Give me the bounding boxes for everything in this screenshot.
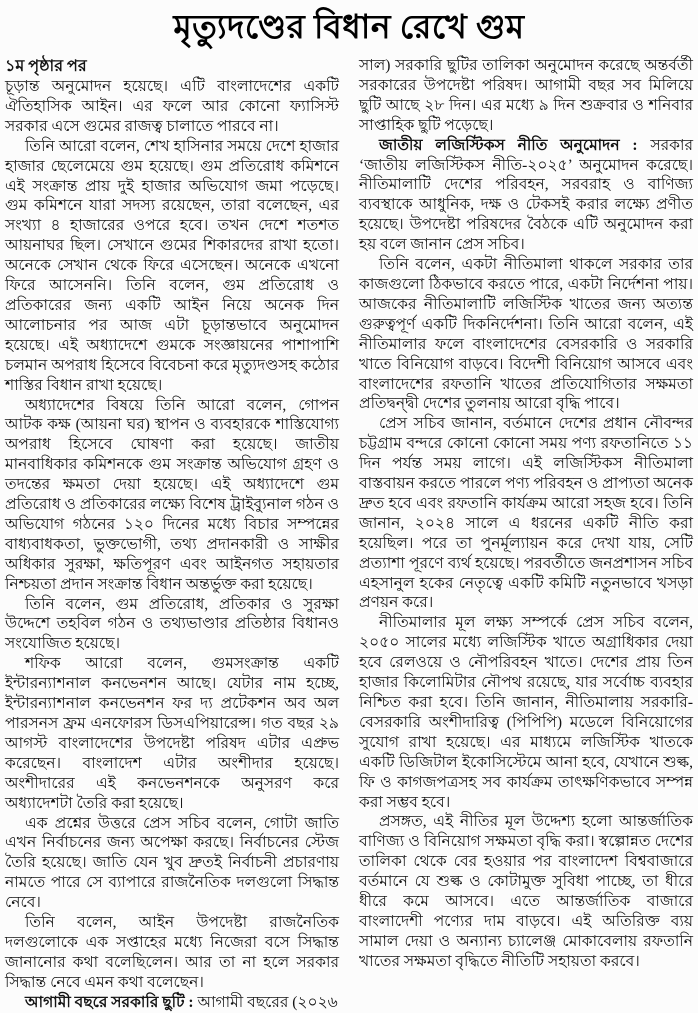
article-headline: মৃত্যুদণ্ডের বিধান রেখে গুম xyxy=(173,10,525,46)
paragraph: তিনি বলেন, গুম প্রতিরোধ, প্রতিকার ও সুরক্ষা উদ্দেশে তহবিল গঠন ও তথ্যভাণ্ডার প্রতিষ্ঠার বিধানও সংযোজিত হয়েছে। xyxy=(5,595,339,653)
paragraph-text: আগামী বছরের (২০২৬ xyxy=(197,993,338,1011)
paragraph xyxy=(5,993,339,1013)
paragraph: এক প্রশ্নের উত্তরে প্রেস সচিব বলেন, গোটা জাতি এখন নির্বাচনের জন্য অপেক্ষা করছে। নির্বাচনের স্টেজ তৈরি হয়েছে। জাতি যেন খুব দ্রুতই নির্বাচনী প্রচারণায় নামতে পারে সে ব্যাপারে রাজনৈতিক দলগুলো সিদ্ধান্ত নেবে। xyxy=(5,814,339,912)
continuation-label: ১ম পৃষ্ঠার পর xyxy=(5,58,87,75)
paragraph: তিনি বলেন, একটা নীতিমালা থাকলে সরকার তার কাজগুলো ঠিকভাবে করতে পারে, একটা নির্দেশনা পায়। আজকের নীতিমালাটি লজিস্টিক খাতের জন্য অত্যন্ত গুরুত্বপূর্ণ একটি দিকনির্দেশনা। তিনি আরো বলেন, এই নীতিমালার ফলে বাংলাদেশের বেসরকারি ও সরকারি খাতে বিনিয়োগ বাড়বে। বিদেশী বিনিয়োগ আসবে এবং বাংলাদেশের রফতানি খাতের প্রতিযোগিতার সক্ষমতা প্রতিদ্বন্দ্বী দেশের তুলনায় আরো বৃদ্ধি পাবে। xyxy=(359,256,693,413)
right-column xyxy=(359,56,693,1013)
paragraph xyxy=(359,136,693,255)
paragraph: অধ্যাদেশের বিষয়ে তিনি আরো বলেন, গোপন আটক কক্ষ (আয়না ঘর) স্থাপন ও ব্যবহারকে শাস্তিযোগ্য অপরাধ হিসেবে ঘোষণা করা হয়েছে। জাতীয় মানবাধিকার কমিশনকে গুম সংক্রান্ত অভিযোগ গ্রহণ ও তদন্তের ক্ষমতা দেয়া হয়েছে। এই অধ্যাদেশে গুম প্রতিরোধ ও প্রতিকারের লক্ষ্যে বিশেষ ট্রাইব্যুনাল গঠন ও অভিযোগ গঠনের ১২০ দিনের মধ্যে বিচার সম্পন্নের বাধ্যবাধকতা, ভুক্তভোগী, তথ্য প্রদানকারী ও সাক্ষীর অধিকার সুরক্ষা, ক্ষতিপূরণ এবং আইনগত সহায়তার নিশ্চয়তা প্রদান সংক্রান্ত বিধান অন্তর্ভুক্ত করা হয়েছে। xyxy=(5,396,339,593)
paragraph: শফিক আরো বলেন, গুমসংক্রান্ত একটি ইন্টারন্যাশনাল কনভেনশন আছে। যেটার নাম হচ্ছে, ইন্টারন্যাশনাল কনভেনশন ফর দ্য প্রটেকশন অব অল পারসনস ফ্রম এনফোরস ডিসএপিয়ারেন্স। গত বছর ২৯ আগস্ট বাংলাদেশের উপদেষ্টা পরিষদ এটার এপ্রুভ করেছেন। বাংলাদেশ এটার অংশীদার হয়েছে। অংশীদারের এই কনভেনশনকে অনুসরণ করে অধ্যাদেশটা তৈরি করা হয়েছে। xyxy=(5,655,339,812)
article-columns xyxy=(5,56,693,1013)
paragraph: চূড়ান্ত অনুমোদন হয়েছে। এটি বাংলাদেশের একটি ঐতিহাসিক আইন। এর ফলে আর কোনো ফ্যাসিস্ট সরকার এসে গুমের রাজত্ব চালাতে পারবে না। xyxy=(5,78,339,135)
paragraph: প্রসঙ্গত, এই নীতির মূল উদ্দেশ্য হলো আন্তর্জাতিক বাণিজ্য ও বিনিয়োগ সক্ষমতা বৃদ্ধি করা। স্বল্পোন্নত দেশের তালিকা থেকে বের হওয়ার পর বাংলাদেশ বিশ্ববাজারে বর্তমানে যে শুল্ক ও কোটামুক্ত সুবিধা পাচ্ছে, তা ধীরে ধীরে কমে আসবে। এতে আন্তর্জাতিক বাজারে বাংলাদেশী পণ্যের দাম বাড়বে। এই অতিরিক্ত ব্যয় সামাল দেয়া ও অন্যান্য চ্যালেঞ্জ মোকাবেলায় রফতানি খাতের সক্ষমতা বৃদ্ধিতে নীতিটি সহায়তা করবে। xyxy=(359,813,693,970)
paragraph: তিনি আরো বলেন, শেখ হাসিনার সময়ে দেশে হাজার হাজার ছেলেমেয়ে গুম হয়েছে। গুম প্রতিরোধ কমিশনে এই সংক্রান্ত প্রায় দুই হাজার অভিযোগ জমা পড়েছে। গুম কমিশনে যারা সদস্য রয়েছেন, তারা বলেছেন, এর সংখ্যা ৪ হাজারের ওপরে হবে। তখন দেশে শতশত আয়নাঘর ছিল। সেখানে গুমের শিকারদের রাখা হতো। অনেকে সেখান থেকে ফিরে এসেছেন। অনেকে এখনো ফিরে আসেননি। তিনি বলেন, গুম প্রতিরোধ ও প্রতিকারের জন্য একটি আইন নিয়ে অনেক দিন আলোচনার পর আজ এটা চূড়ান্তভাবে অনুমোদন হয়েছে। এই অধ্যাদেশে গুমকে সংজ্ঞায়নের পাশাপাশি চলমান অপরাধ হিসেবে বিবেচনা করে মৃত্যুদণ্ডসহ কঠোর শাস্তির বিধান রাখা হয়েছে। xyxy=(5,137,339,394)
paragraph: তিনি বলেন, আইন উপদেষ্টা রাজনৈতিক দলগুলোকে এক সপ্তাহের মধ্যে নিজেরা বসে সিদ্ধান্ত জানানোর কথা বলেছিলেন। আর তা না হলে সরকার সিদ্ধান্ত নেবে এমন কথা বলেছেন। xyxy=(5,914,339,991)
paragraph: সাল) সরকারি ছুটির তালিকা অনুমোদন করেছে অন্তর্বর্তী সরকারের উপদেষ্টা পরিষদ। আগামী বছর সব মিলিয়ে ছুটি আছে ২৮ দিন। এর মধ্যে ৯ দিন শুক্রবার ও শনিবার সাপ্তাহিক ছুটি পড়েছে। xyxy=(359,57,693,134)
inline-subhead: জাতীয় লজিস্টিকস নীতি অনুমোদন : xyxy=(379,136,638,154)
paragraph-text: সরকার ‘জাতীয় লজিস্টিকস নীতি-২০২৫’ অনুমোদন করেছে। নীতিমালাটি দেশের পরিবহন, সরবরাহ ও বাণিজ্য ব্যবস্থাকে আধুনিক, দক্ষ ও টেকসই করার লক্ষ্যে প্রণীত হয়েছে। উপদেষ্টা পরিষদের বৈঠকে এটি অনুমোদন করা হয় বলে জানান প্রেস সচিব। xyxy=(359,136,693,254)
paragraph: নীতিমালার মূল লক্ষ্য সম্পর্কে প্রেস সচিব বলেন, ২০৫০ সালের মধ্যে লজিস্টিক খাতে অগ্রাধিকার দেয়া হবে রেলওয়ে ও নৌপরিবহন খাতে। দেশের প্রায় তিন হাজার কিলোমিটার নৌপথ রয়েছে, যার সর্বোচ্চ ব্যবহার নিশ্চিত করা হবে। তিনি জানান, নীতিমালায় সরকারি-বেসরকারি অংশীদারিত্ব (পিপিপি) মডেলে বিনিয়োগের সুযোগ রাখা হয়েছে। এর মাধ্যমে লজিস্টিক খাতকে একটি ডিজিটাল ইকোসিস্টেমে আনা হবে, যেখানে শুল্ক, ফি ও কাগজপত্রসহ সব কার্যক্রম তাৎক্ষণিকভাবে সম্পন্ন করা সম্ভব হবে। xyxy=(359,614,693,811)
paragraph: প্রেস সচিব জানান, বর্তমানে দেশের প্রধান নৌবন্দর চট্টগ্রাম বন্দরে কোনো কোনো সময় পণ্য রফতানিতে ১১ দিন পর্যন্ত সময় লাগে। এই লজিস্টিকস নীতিমালা বাস্তবায়ন করতে পারলে পণ্য পরিবহন ও প্রাপ্যতা অনেক দ্রুত হবে এবং রফতানি কার্যক্রম আরো সহজ হবে। তিনি জানান, ২০২৪ সালে এ ধরনের একটি নীতি করা হয়েছিল। পরে তা পুনর্মূল্যায়ন করে দেখা যায়, সেটি প্রত্যাশা পূরণে ব্যর্থ হয়েছে। পরবর্তীতে জনপ্রশাসন সচিব এহসানুল হকের নেতৃত্বে একটি কমিটি নতুনভাবে খসড়া প্রণয়ন করে। xyxy=(359,415,693,612)
left-column xyxy=(5,56,339,1013)
inline-subhead: আগামী বছরে সরকারি ছুটি : xyxy=(25,993,194,1011)
